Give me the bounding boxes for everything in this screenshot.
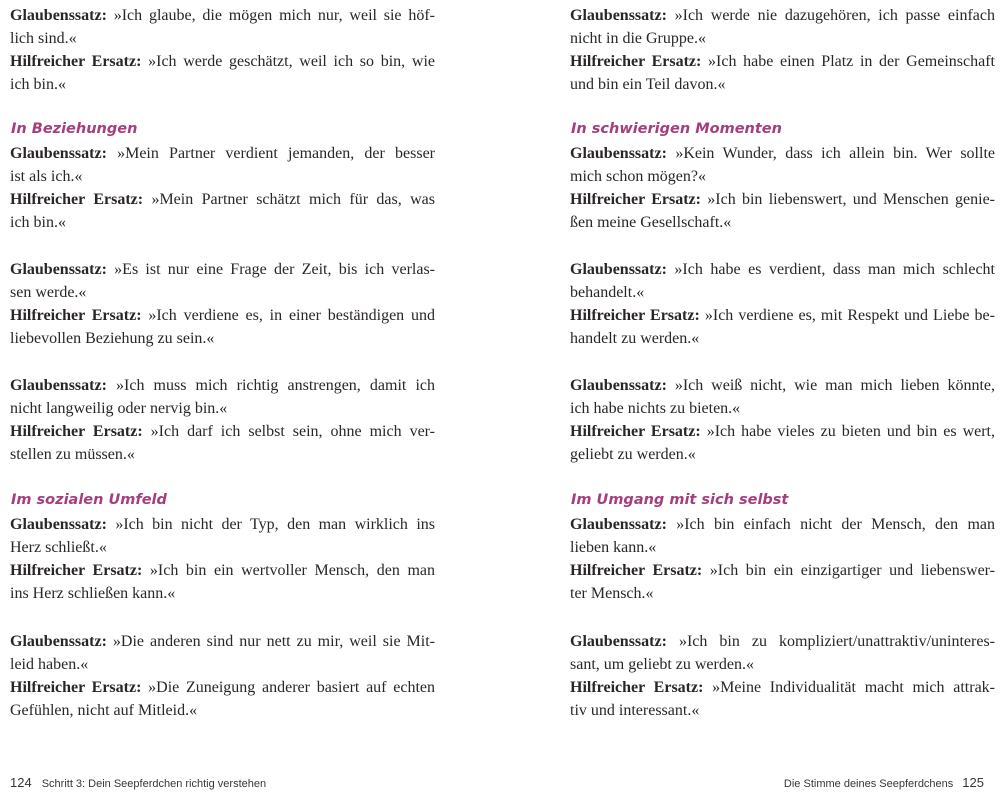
belief-text: sen werde.«	[10, 284, 87, 301]
footer-left	[10, 774, 266, 792]
replacement-text: »Mein Partner schätzt mich für das, was	[143, 191, 435, 208]
belief-line	[10, 374, 435, 397]
replacement-text: »Ich verdiene es, mit Respekt und Liebe be-	[699, 307, 995, 324]
section-heading-relationships: In Beziehungen	[11, 121, 138, 137]
belief-line	[570, 374, 995, 397]
replacement-line	[570, 50, 995, 73]
replacement-line	[570, 188, 995, 211]
belief-text: »Ich muss mich richtig anstrengen, damit ich	[106, 377, 435, 394]
replacement-label: Hilfreicher Ersatz:	[10, 562, 143, 579]
replacement-label: Hilfreicher Ersatz:	[10, 191, 144, 208]
replacement-text: »Ich habe vieles zu bieten und bin es wert,	[700, 423, 995, 440]
belief-line	[570, 4, 995, 27]
belief-line	[570, 258, 995, 281]
replacement-label: Hilfreicher Ersatz:	[570, 53, 702, 70]
replacement-label: Hilfreicher Ersatz:	[10, 307, 142, 324]
belief-label: Glaubenssatz:	[570, 145, 667, 162]
page-number: 124	[10, 775, 32, 790]
replacement-text: »Ich habe einen Platz in der Gemeinschaft	[701, 53, 995, 70]
replacement-line	[10, 50, 435, 73]
replacement-label: Hilfreicher Ersatz:	[10, 53, 142, 70]
belief-text: »Ich werde nie dazugehören, ich passe einfach	[666, 7, 995, 24]
replacement-text: und bin ein Teil davon.«	[570, 76, 726, 93]
replacement-line	[570, 559, 995, 582]
replacement-text: liebevollen Beziehung zu sein.«	[10, 330, 215, 347]
replacement-text: tiv und interessant.«	[570, 702, 700, 719]
belief-text: »Ich weiß nicht, wie man mich lieben könnte,	[666, 377, 995, 394]
replacement-text: »Ich verdiene es, in einer beständigen und	[141, 307, 435, 324]
belief-line	[570, 142, 995, 165]
section-heading-social: Im sozialen Umfeld	[11, 492, 167, 508]
belief-label: Glaubenssatz:	[10, 7, 107, 24]
belief-text: »Ich glaube, die mögen mich nur, weil sie höf-	[106, 7, 435, 24]
replacement-line	[570, 420, 995, 443]
belief-text: lich sind.«	[10, 30, 77, 47]
belief-line	[10, 258, 435, 281]
belief-label: Glaubenssatz:	[10, 261, 107, 278]
belief-line	[10, 142, 435, 165]
belief-text: nicht langweilig oder nervig bin.«	[10, 400, 228, 417]
replacement-text: »Ich darf ich selbst sein, ohne mich ver-	[142, 423, 436, 440]
replacement-text: ich bin.«	[10, 76, 66, 93]
belief-text: »Ich habe es verdient, dass man mich schlecht	[666, 261, 995, 278]
belief-text: »Ich bin nicht der Typ, den man wirklich ins	[106, 516, 435, 533]
belief-label: Glaubenssatz:	[570, 516, 667, 533]
belief-label: Glaubenssatz:	[570, 7, 667, 24]
belief-text: ist als ich.«	[10, 168, 83, 185]
belief-text: »Mein Partner verdient jemanden, der besser	[106, 145, 435, 162]
belief-line	[10, 513, 435, 536]
replacement-text: »Ich bin ein einzigartiger und liebenswer-	[702, 562, 995, 579]
replacement-text: »Ich bin ein wertvoller Mensch, den man	[142, 562, 435, 579]
replacement-text: stellen zu müssen.«	[10, 446, 135, 463]
replacement-line	[570, 304, 995, 327]
replacement-line	[10, 420, 435, 443]
belief-text: nicht in die Gruppe.«	[570, 30, 706, 47]
running-head: Die Stimme deines Seepferdchens	[783, 778, 954, 790]
replacement-line	[10, 304, 435, 327]
replacement-label: Hilfreicher Ersatz:	[10, 423, 143, 440]
belief-label: Glaubenssatz:	[10, 516, 107, 533]
belief-label: Glaubenssatz:	[10, 145, 107, 162]
replacement-text: ins Herz schließen kann.«	[10, 585, 176, 602]
running-head: Schritt 3: Dein Seepferdchen richtig verstehen	[41, 778, 267, 790]
belief-text: »Kein Wunder, dass ich allein bin. Wer sollte	[666, 145, 995, 162]
belief-text: »Es ist nur eine Frage der Zeit, bis ich verlas-	[106, 261, 435, 278]
belief-text: »Die anderen sind nur nett zu mir, weil sie Mit-	[106, 633, 435, 650]
belief-text: »Ich bin zu kompliziert/unattraktiv/uninteres-	[666, 633, 995, 650]
belief-text: Herz schließt.«	[10, 539, 107, 556]
belief-text: mich schon mögen?«	[570, 168, 706, 185]
belief-line	[10, 4, 435, 27]
belief-line	[10, 630, 435, 653]
replacement-text: »Die Zuneigung anderer basiert auf echten	[141, 679, 435, 696]
belief-label: Glaubenssatz:	[570, 377, 667, 394]
replacement-label: Hilfreicher Ersatz:	[570, 191, 701, 208]
belief-text: leid haben.«	[10, 656, 89, 673]
belief-label: Glaubenssatz:	[10, 377, 107, 394]
replacement-label: Hilfreicher Ersatz:	[10, 679, 142, 696]
section-heading-self: Im Umgang mit sich selbst	[571, 492, 789, 508]
replacement-text: ter Mensch.«	[570, 585, 654, 602]
replacement-label: Hilfreicher Ersatz:	[570, 307, 700, 324]
belief-text: behandelt.«	[570, 284, 645, 301]
belief-text: »Ich bin einfach nicht der Mensch, den man	[666, 516, 995, 533]
replacement-text: »Meine Individualität macht mich attrak-	[703, 679, 995, 696]
replacement-line	[10, 188, 435, 211]
belief-text: lieben kann.«	[570, 539, 657, 556]
belief-label: Glaubenssatz:	[10, 633, 107, 650]
section-heading-difficult-moments: In schwierigen Momenten	[571, 121, 782, 137]
replacement-text: geliebt zu werden.«	[570, 446, 696, 463]
belief-label: Glaubenssatz:	[570, 633, 667, 650]
replacement-label: Hilfreicher Ersatz:	[570, 562, 703, 579]
replacement-line	[10, 559, 435, 582]
replacement-text: Gefühlen, nicht auf Mitleid.«	[10, 702, 198, 719]
belief-line	[570, 630, 995, 653]
replacement-text: handelt zu werden.«	[570, 330, 700, 347]
replacement-line	[10, 676, 435, 699]
page-number: 125	[962, 775, 984, 790]
belief-text: ich habe nichts zu bieten.«	[570, 400, 741, 417]
belief-text: sant, um geliebt zu werden.«	[570, 656, 754, 673]
replacement-text: »Ich werde geschätzt, weil ich so bin, wie	[141, 53, 435, 70]
footer-right	[784, 774, 984, 792]
replacement-label: Hilfreicher Ersatz:	[570, 423, 701, 440]
belief-line	[570, 513, 995, 536]
replacement-text: ßen meine Gesellschaft.«	[570, 214, 732, 231]
replacement-line	[570, 676, 995, 699]
belief-label: Glaubenssatz:	[570, 261, 667, 278]
replacement-label: Hilfreicher Ersatz:	[570, 679, 704, 696]
replacement-text: ich bin.«	[10, 214, 66, 231]
replacement-text: »Ich bin liebenswert, und Menschen genie-	[700, 191, 996, 208]
